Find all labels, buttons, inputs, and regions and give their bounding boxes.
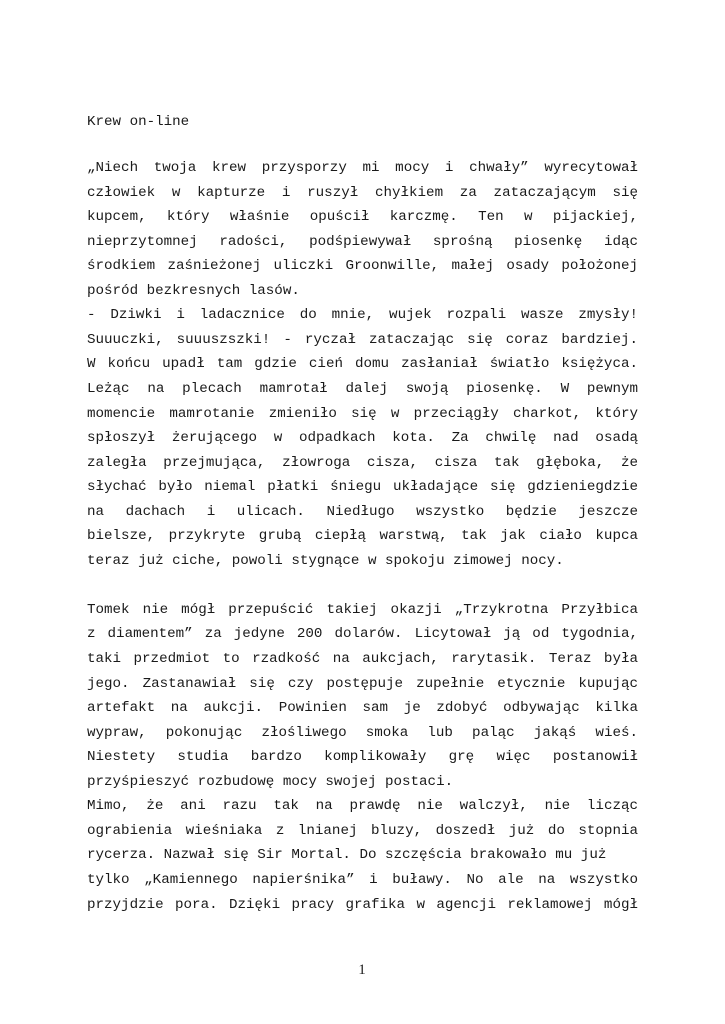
title-text: Krew on-line <box>87 114 190 130</box>
body-line: Niestety studia bardzo komplikowały grę więc postanowił <box>87 749 638 766</box>
body-line: bielsze, przykryte grubą ciepłą warstwą, tak jak ciało kupca <box>87 528 638 545</box>
body-line: rycerza. Nazwał się Sir Mortal. Do szczęścia brakowało mu już <box>87 847 607 864</box>
body-line: spłoszył żerującego w odpadkach kota. Za chwilę nad osadą <box>87 430 638 447</box>
body-line: artefakt na aukcji. Powinien sam je zdobyć odbywając kilka <box>87 700 638 717</box>
body-line: „Niech twoja krew przysporzy mi mocy i chwały” wyrecytował <box>87 160 638 176</box>
body-line: zaległa przejmująca, złowroga cisza, cisza tak głęboka, że <box>87 454 638 471</box>
body-line: przyjdzie pora. Dzięki pracy grafika w agencji reklamowej mógł <box>87 896 638 913</box>
body-line: taki przedmiot to rzadkość na aukcjach, rarytasik. Teraz była <box>87 651 638 667</box>
body-line: środkiem zaśnieżonej uliczki Groonwille, małej osady położonej <box>87 258 638 275</box>
page-number: 1 <box>358 962 366 978</box>
body-line: momencie mamrotanie zmieniło się w przeciągły charkot, który <box>87 405 638 422</box>
body-line: W końcu upadł tam gdzie cień domu zasłaniał światło księżyca. <box>87 356 638 373</box>
document-body <box>87 0 638 1024</box>
body-line: człowiek w kapturze i ruszył chyłkiem za zataczającym się <box>87 184 638 201</box>
body-line: na dachach i ulicach. Niedługo wszystko będzie jeszcze <box>87 503 638 520</box>
body-line: słychać było niemal płatki śniegu układające się gdzieniegdzie <box>87 479 638 496</box>
body-line: pośród bezkresnych lasów. <box>87 282 300 299</box>
body-line: ograbienia wieśniaka z lnianej bluzy, doszedł już do stopnia <box>87 822 638 839</box>
blank-line <box>87 573 638 597</box>
body-line: teraz już ciche, powoli stygnące w spokoju zimowej nocy. <box>87 552 564 569</box>
body-line: Tomek nie mógł przepuścić takiej okazji „Trzykrotna Przyłbica <box>87 601 638 618</box>
body-line: Leżąc na plecach mamrotał dalej swoją piosenkę. W pewnym <box>87 380 638 397</box>
body-line: jego. Zastanawiał się czy postępuje zupełnie etycznie kupując <box>87 675 638 692</box>
body-line: tylko „Kamiennego napierśnika” i buławy. No ale na wszystko <box>87 871 638 888</box>
body-line: kupcem, który właśnie opuścił karczmę. Ten w pijackiej, <box>87 209 638 226</box>
body-line: przyśpieszyć rozbudowę mocy swojej postaci. <box>87 773 454 790</box>
body-line: - Dziwki i ladacznice do mnie, wujek rozpali wasze zmysły! <box>87 307 638 324</box>
body-line: Mimo, że ani razu tak na prawdę nie walczył, nie licząc <box>87 798 638 815</box>
body-line: wypraw, pokonując złośliwego smoka lub paląc jakąś wieś. <box>87 724 638 741</box>
body-line: z diamentem” za jedyne 200 dolarów. Licytował ją od tygodnia, <box>87 626 638 643</box>
body-line: nieprzytomnej radości, podśpiewywał sprośną piosenkę idąc <box>87 233 638 250</box>
body-line: Suuuczki, suuuszszki! - ryczał zataczając się coraz bardziej. <box>87 331 638 348</box>
